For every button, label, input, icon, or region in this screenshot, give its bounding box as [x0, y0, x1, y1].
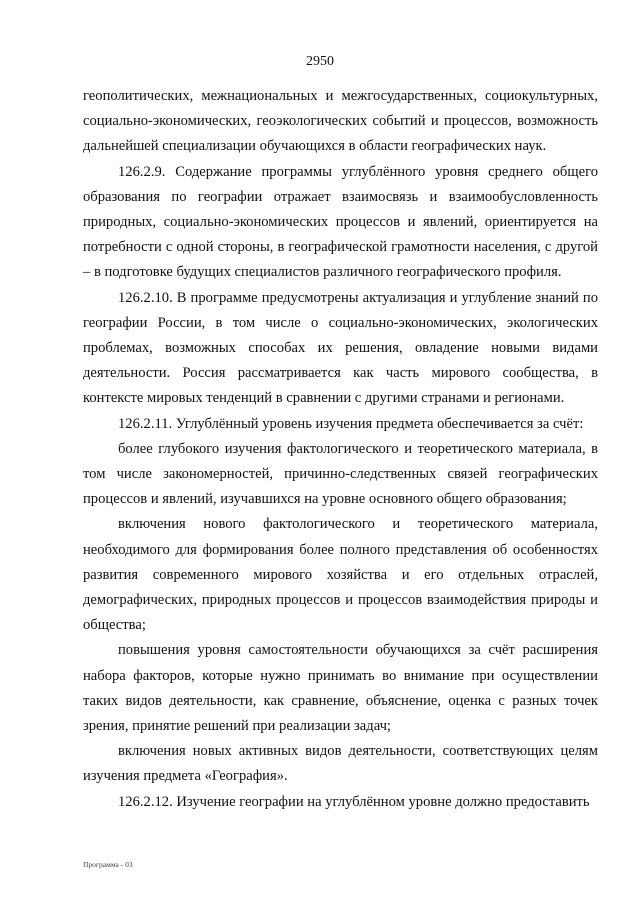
paragraph: повышения уровня самостоятельности обучающихся за счёт расширения набора факторов, которые нужно принимать во внимание при осуществлении таких видов деятельности, как сравнение, объяснение, оценка с разных точек зрения, принятие решений при реализации задач;	[83, 642, 598, 735]
document-body	[83, 84, 598, 815]
paragraph: включения новых активных видов деятельности, соответствующих целям изучения предмета «География».	[83, 743, 598, 785]
paragraph: 126.2.9. Содержание программы углублённого уровня среднего общего образования по географии отражает взаимосвязь и взаимообусловленность природных, социально-экономических процессов и явлений, ориентируется на потребности с одной стороны, в географической грамотности населения, с другой – в подготовке будущих специалистов различного географического профиля.	[83, 163, 598, 281]
page-footer: Программа - 03	[83, 860, 133, 869]
paragraph: 126.2.11. Углублённый уровень изучения предмета обеспечивается за счёт:	[118, 415, 584, 432]
paragraph: более глубокого изучения фактологического и теоретического материала, в том числе закономерностей, причинно-следственных связей географических процессов и явлений, изучавшихся на уровне основного общего образования;	[83, 440, 598, 508]
paragraph: 126.2.12. Изучение географии на углублённом уровне должно предоставить	[118, 793, 590, 810]
paragraph: 126.2.10. В программе предусмотрены актуализация и углубление знаний по географии России, в том числе о социально-экономических, экологических проблемах, возможных способах их решения, овладение новыми видами деятельности. Россия рассматривается как часть мирового сообщества, в контексте мировых тенденций в сравнении с другими странами и регионами.	[83, 289, 598, 407]
paragraph: геополитических, межнациональных и межгосударственных, социокультурных, социально-экономических, геоэкологических событий и процессов, возможность дальнейшей специализации обучающихся в области географических наук.	[83, 88, 598, 155]
paragraph: включения нового фактологического и теоретического материала, необходимого для формирования более полного представления об особенностях развития современного мирового хозяйства и его отдельных отраслей, демографических, природных процессов и процессов взаимодействия природы и общества;	[83, 516, 598, 634]
page-number: 2950	[306, 54, 334, 69]
